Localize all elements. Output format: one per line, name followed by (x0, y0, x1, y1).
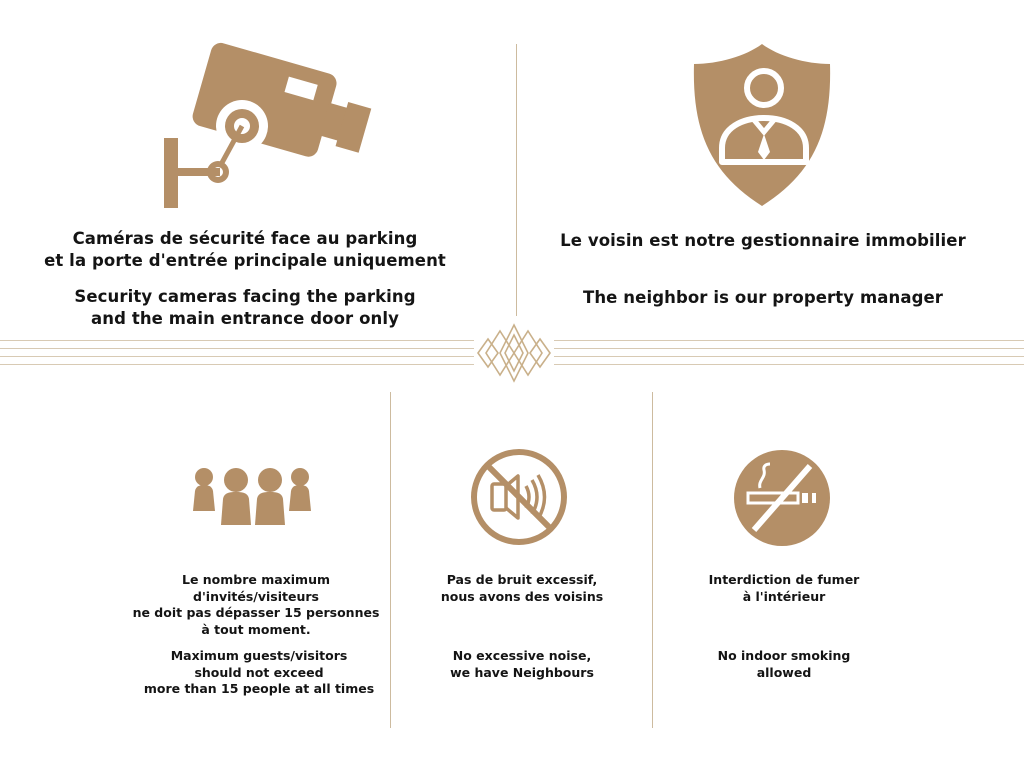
text-line: Interdiction de fumer (708, 572, 860, 587)
text-line: à tout moment. (201, 621, 311, 637)
manager-french-text (530, 230, 996, 252)
text-line: The neighbor is our property manager (582, 288, 944, 307)
text-line: nous avons des voisins (440, 588, 604, 604)
noise-english-text (402, 648, 642, 681)
text-line: Maximum guests/visitors (170, 648, 348, 663)
text-line: ne doit pas dépasser 15 personnes (132, 605, 380, 620)
text-line: No excessive noise, (452, 648, 592, 663)
shield-person-icon (690, 42, 834, 208)
guests-french-text (100, 572, 412, 638)
security-camera-icon (162, 42, 376, 212)
smoking-english-text (662, 648, 906, 681)
text-line: more than 15 people at all times (143, 681, 375, 696)
no-smoking-icon (732, 448, 832, 548)
text-line: we have Neighbours (450, 664, 594, 680)
smoking-french-text (662, 572, 906, 605)
text-line: d'invités/visiteurs (193, 588, 319, 604)
noise-french-text (402, 572, 642, 605)
cameras-french-text (30, 228, 460, 272)
text-line: Pas de bruit excessif, (446, 572, 598, 587)
manager-english-text (530, 287, 996, 309)
top-vertical-divider (516, 44, 517, 316)
text-line: et la porte d'entrée principale uniquement (44, 251, 446, 270)
text-line: Caméras de sécurité face au parking (72, 229, 418, 248)
group-of-people-icon (192, 467, 314, 529)
text-line: allowed (756, 664, 812, 680)
text-line: Security cameras facing the parking (74, 287, 416, 306)
text-line: and the main entrance door only (91, 309, 399, 328)
diamond-ornament-icon (474, 322, 554, 384)
text-line: Le voisin est notre gestionnaire immobilier (560, 231, 966, 250)
text-line: should not exceed (194, 664, 324, 680)
no-noise-icon (470, 448, 568, 546)
text-line: à l'intérieur (742, 588, 826, 604)
text-line: No indoor smoking (717, 648, 851, 663)
bottom-vertical-divider-right (652, 392, 653, 728)
guests-english-text (100, 648, 418, 698)
text-line: Le nombre maximum (181, 572, 330, 587)
cameras-english-text (30, 286, 460, 330)
